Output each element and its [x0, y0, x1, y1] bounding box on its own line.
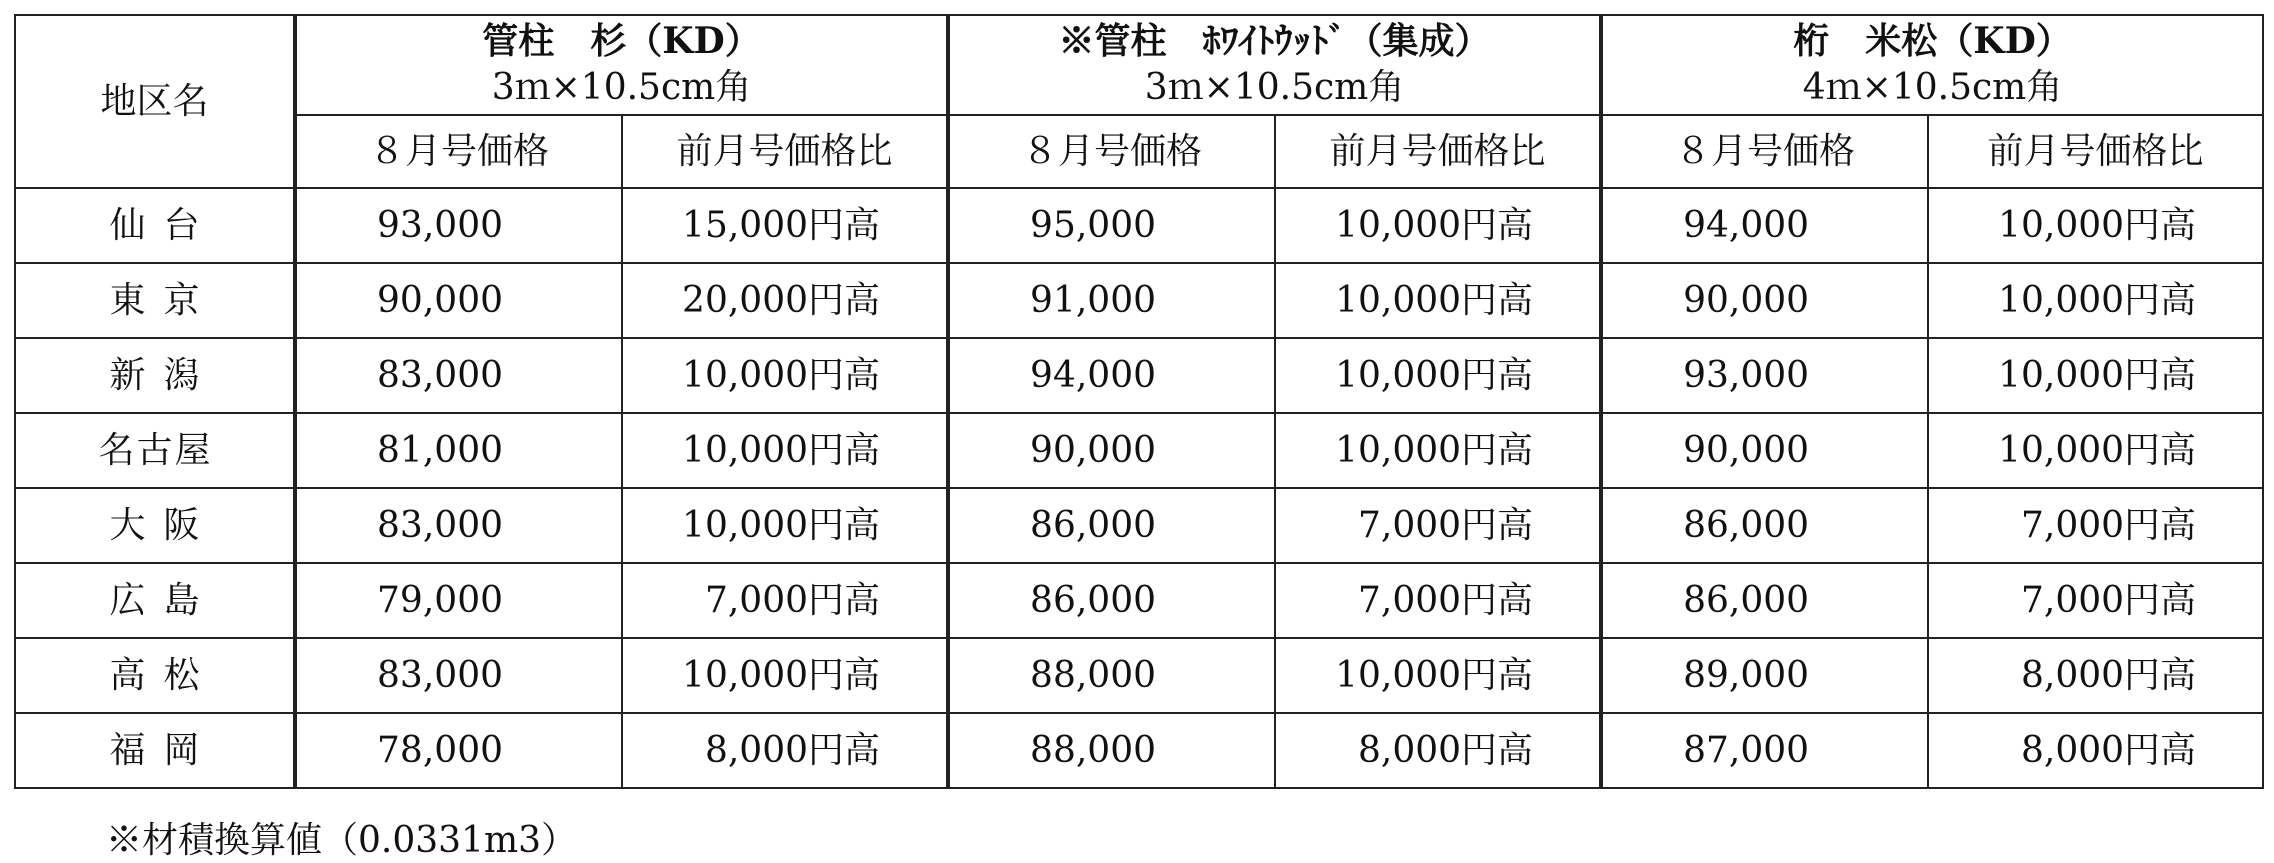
- group-header-sugi: [295, 15, 948, 115]
- price-change-cell: 7,000円高: [622, 563, 948, 638]
- column-header-price: ８月号価格: [1601, 115, 1928, 188]
- price-cell: 79,000: [295, 563, 622, 638]
- price-change-cell: 10,000円高: [622, 413, 948, 488]
- price-cell: 88,000: [948, 713, 1275, 788]
- header-row-groups: [15, 15, 2263, 115]
- price-cell: 90,000: [1601, 413, 1928, 488]
- footnote: ※材積換算値（0.0331m3）: [106, 820, 578, 861]
- area-name-cell: 広島: [15, 563, 295, 638]
- price-change-cell: 7,000円高: [1275, 563, 1601, 638]
- table-row: [15, 338, 2263, 413]
- price-change-cell: 8,000円高: [1928, 638, 2263, 713]
- price-cell: 93,000: [1601, 338, 1928, 413]
- area-column-header: 地区名: [15, 15, 295, 188]
- column-header-diff: 前月号価格比: [1928, 115, 2263, 188]
- price-cell: 94,000: [1601, 188, 1928, 263]
- group-title: 管柱 杉（KD）: [482, 20, 761, 63]
- price-cell: 87,000: [1601, 713, 1928, 788]
- table-row: [15, 563, 2263, 638]
- table-row: [15, 188, 2263, 263]
- lumber-price-table: [14, 14, 2264, 789]
- area-name-cell: 福岡: [15, 713, 295, 788]
- price-change-cell: 10,000円高: [1275, 188, 1601, 263]
- group-size: 3ｍ×10.5cm角: [491, 67, 752, 108]
- price-change-cell: 10,000円高: [1928, 338, 2263, 413]
- price-change-cell: 8,000円高: [1928, 713, 2263, 788]
- table-row: [15, 488, 2263, 563]
- area-name-cell: 高松: [15, 638, 295, 713]
- column-header-diff: 前月号価格比: [1275, 115, 1601, 188]
- group-header-beimatsu: [1601, 15, 2263, 115]
- price-change-cell: 10,000円高: [622, 638, 948, 713]
- price-cell: 90,000: [1601, 263, 1928, 338]
- area-name-cell: 名古屋: [15, 413, 295, 488]
- price-table-container: [14, 14, 2262, 789]
- price-cell: 81,000: [295, 413, 622, 488]
- price-change-cell: 10,000円高: [1928, 188, 2263, 263]
- price-change-cell: 10,000円高: [1275, 638, 1601, 713]
- group-size: 4ｍ×10.5cm角: [1802, 67, 2063, 108]
- table-row: [15, 638, 2263, 713]
- price-cell: 83,000: [295, 638, 622, 713]
- group-header-whitewood: [948, 15, 1601, 115]
- price-change-cell: 10,000円高: [1275, 263, 1601, 338]
- price-change-cell: 7,000円高: [1928, 563, 2263, 638]
- area-name-cell: 大阪: [15, 488, 295, 563]
- price-cell: 78,000: [295, 713, 622, 788]
- price-cell: 90,000: [295, 263, 622, 338]
- price-change-cell: 7,000円高: [1928, 488, 2263, 563]
- price-change-cell: 10,000円高: [1275, 338, 1601, 413]
- price-cell: 86,000: [948, 488, 1275, 563]
- price-change-cell: 10,000円高: [1928, 413, 2263, 488]
- column-header-price: ８月号価格: [295, 115, 622, 188]
- price-cell: 91,000: [948, 263, 1275, 338]
- price-cell: 83,000: [295, 338, 622, 413]
- price-change-cell: 10,000円高: [1928, 263, 2263, 338]
- area-name-cell: 新潟: [15, 338, 295, 413]
- price-cell: 83,000: [295, 488, 622, 563]
- area-name-cell: 仙台: [15, 188, 295, 263]
- price-change-cell: 8,000円高: [1275, 713, 1601, 788]
- price-cell: 94,000: [948, 338, 1275, 413]
- group-size: 3ｍ×10.5cm角: [1144, 67, 1405, 108]
- area-name-cell: 東京: [15, 263, 295, 338]
- price-change-cell: 10,000円高: [622, 488, 948, 563]
- table-row: [15, 263, 2263, 338]
- table-row: [15, 413, 2263, 488]
- price-cell: 90,000: [948, 413, 1275, 488]
- header-row-columns: [15, 115, 2263, 188]
- price-cell: 86,000: [948, 563, 1275, 638]
- price-cell: 89,000: [1601, 638, 1928, 713]
- price-change-cell: 8,000円高: [622, 713, 948, 788]
- price-change-cell: 20,000円高: [622, 263, 948, 338]
- price-change-cell: 10,000円高: [1275, 413, 1601, 488]
- column-header-price: ８月号価格: [948, 115, 1275, 188]
- price-cell: 86,000: [1601, 488, 1928, 563]
- table-body: [15, 188, 2263, 788]
- table-row: [15, 713, 2263, 788]
- price-cell: 88,000: [948, 638, 1275, 713]
- group-title: ※管柱 ﾎﾜｲﾄｳｯﾄﾞ（集成）: [1058, 20, 1491, 63]
- price-change-cell: 10,000円高: [622, 338, 948, 413]
- column-header-diff: 前月号価格比: [622, 115, 948, 188]
- price-change-cell: 15,000円高: [622, 188, 948, 263]
- price-change-cell: 7,000円高: [1275, 488, 1601, 563]
- group-title: 桁 米松（KD）: [1793, 20, 2072, 63]
- price-cell: 95,000: [948, 188, 1275, 263]
- price-cell: 93,000: [295, 188, 622, 263]
- price-cell: 86,000: [1601, 563, 1928, 638]
